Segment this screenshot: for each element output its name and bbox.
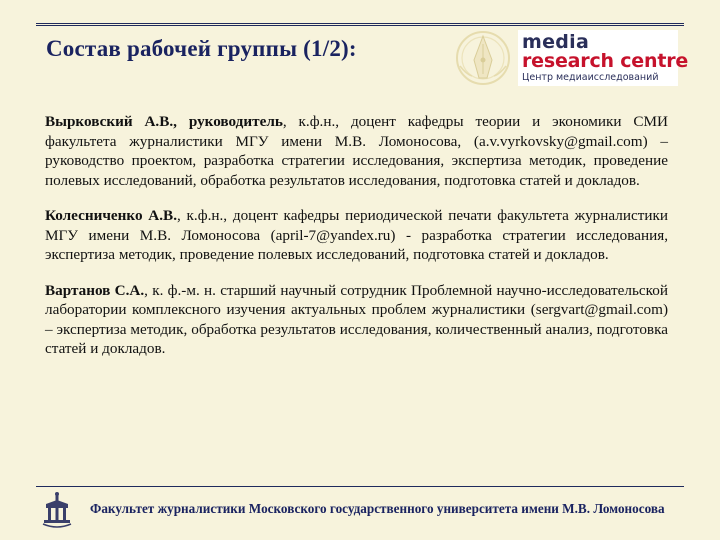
msu-emblem-icon (40, 490, 74, 530)
member-details: , к.ф.н., доцент кафедры теории и экономики СМИ факультета журналистики МГУ имени М.В. Ломоносова, (a.v.vyrkovsky@gmail.com) – руководство проектом, разработка стратегии исследования, экспертиза методик, проведение полевых исследований, обработка результатов исследования, подготовка статей и докладов. (45, 113, 669, 189)
slide-title: Состав рабочей группы (1/2): (46, 36, 357, 61)
media-research-centre-logo (452, 30, 689, 86)
member-vyrkovsky (45, 112, 668, 190)
logo-wordmark (518, 30, 689, 86)
member-name: Вартанов С.А. (45, 281, 145, 299)
member-name: Колесниченко А.В. (45, 207, 177, 224)
member-name: Вырковский А.В. (45, 113, 174, 130)
member-details: , к. ф.-м. н. старший научный сотрудник Проблемной научно-исследовательской лаборатории комплексного изучения актуальных проблем журналистики (sergvart@gmail.com) – экспертиза методик, обработка результатов исследования, количественный анализ, подготовка статей и докладов. (45, 281, 668, 357)
logo-media-text: media (522, 31, 590, 53)
member-list (45, 112, 668, 375)
member-role: , руководитель (173, 113, 283, 130)
bottom-divider (36, 486, 684, 487)
footer-faculty-text: Факультет журналистики Московского государственного университета имени М.В. Ломоносова (90, 501, 665, 516)
logo-research-centre-text: research centre (522, 50, 689, 72)
member-kolesnichenko (45, 206, 668, 265)
member-vartanov (45, 281, 668, 359)
logo-subtitle-text: Центр медиаисследований (522, 72, 659, 83)
pen-nib-emblem-icon (452, 30, 514, 86)
top-divider (36, 23, 684, 26)
member-details: , к.ф.н., доцент кафедры периодической печати факультета журналистики МГУ имени М.В. Ломоносова (april-7@yandex.ru) - разработка стратегии исследования, экспертиза методик, проведение полевых исследований, подготовка статей и докладов. (45, 207, 668, 263)
